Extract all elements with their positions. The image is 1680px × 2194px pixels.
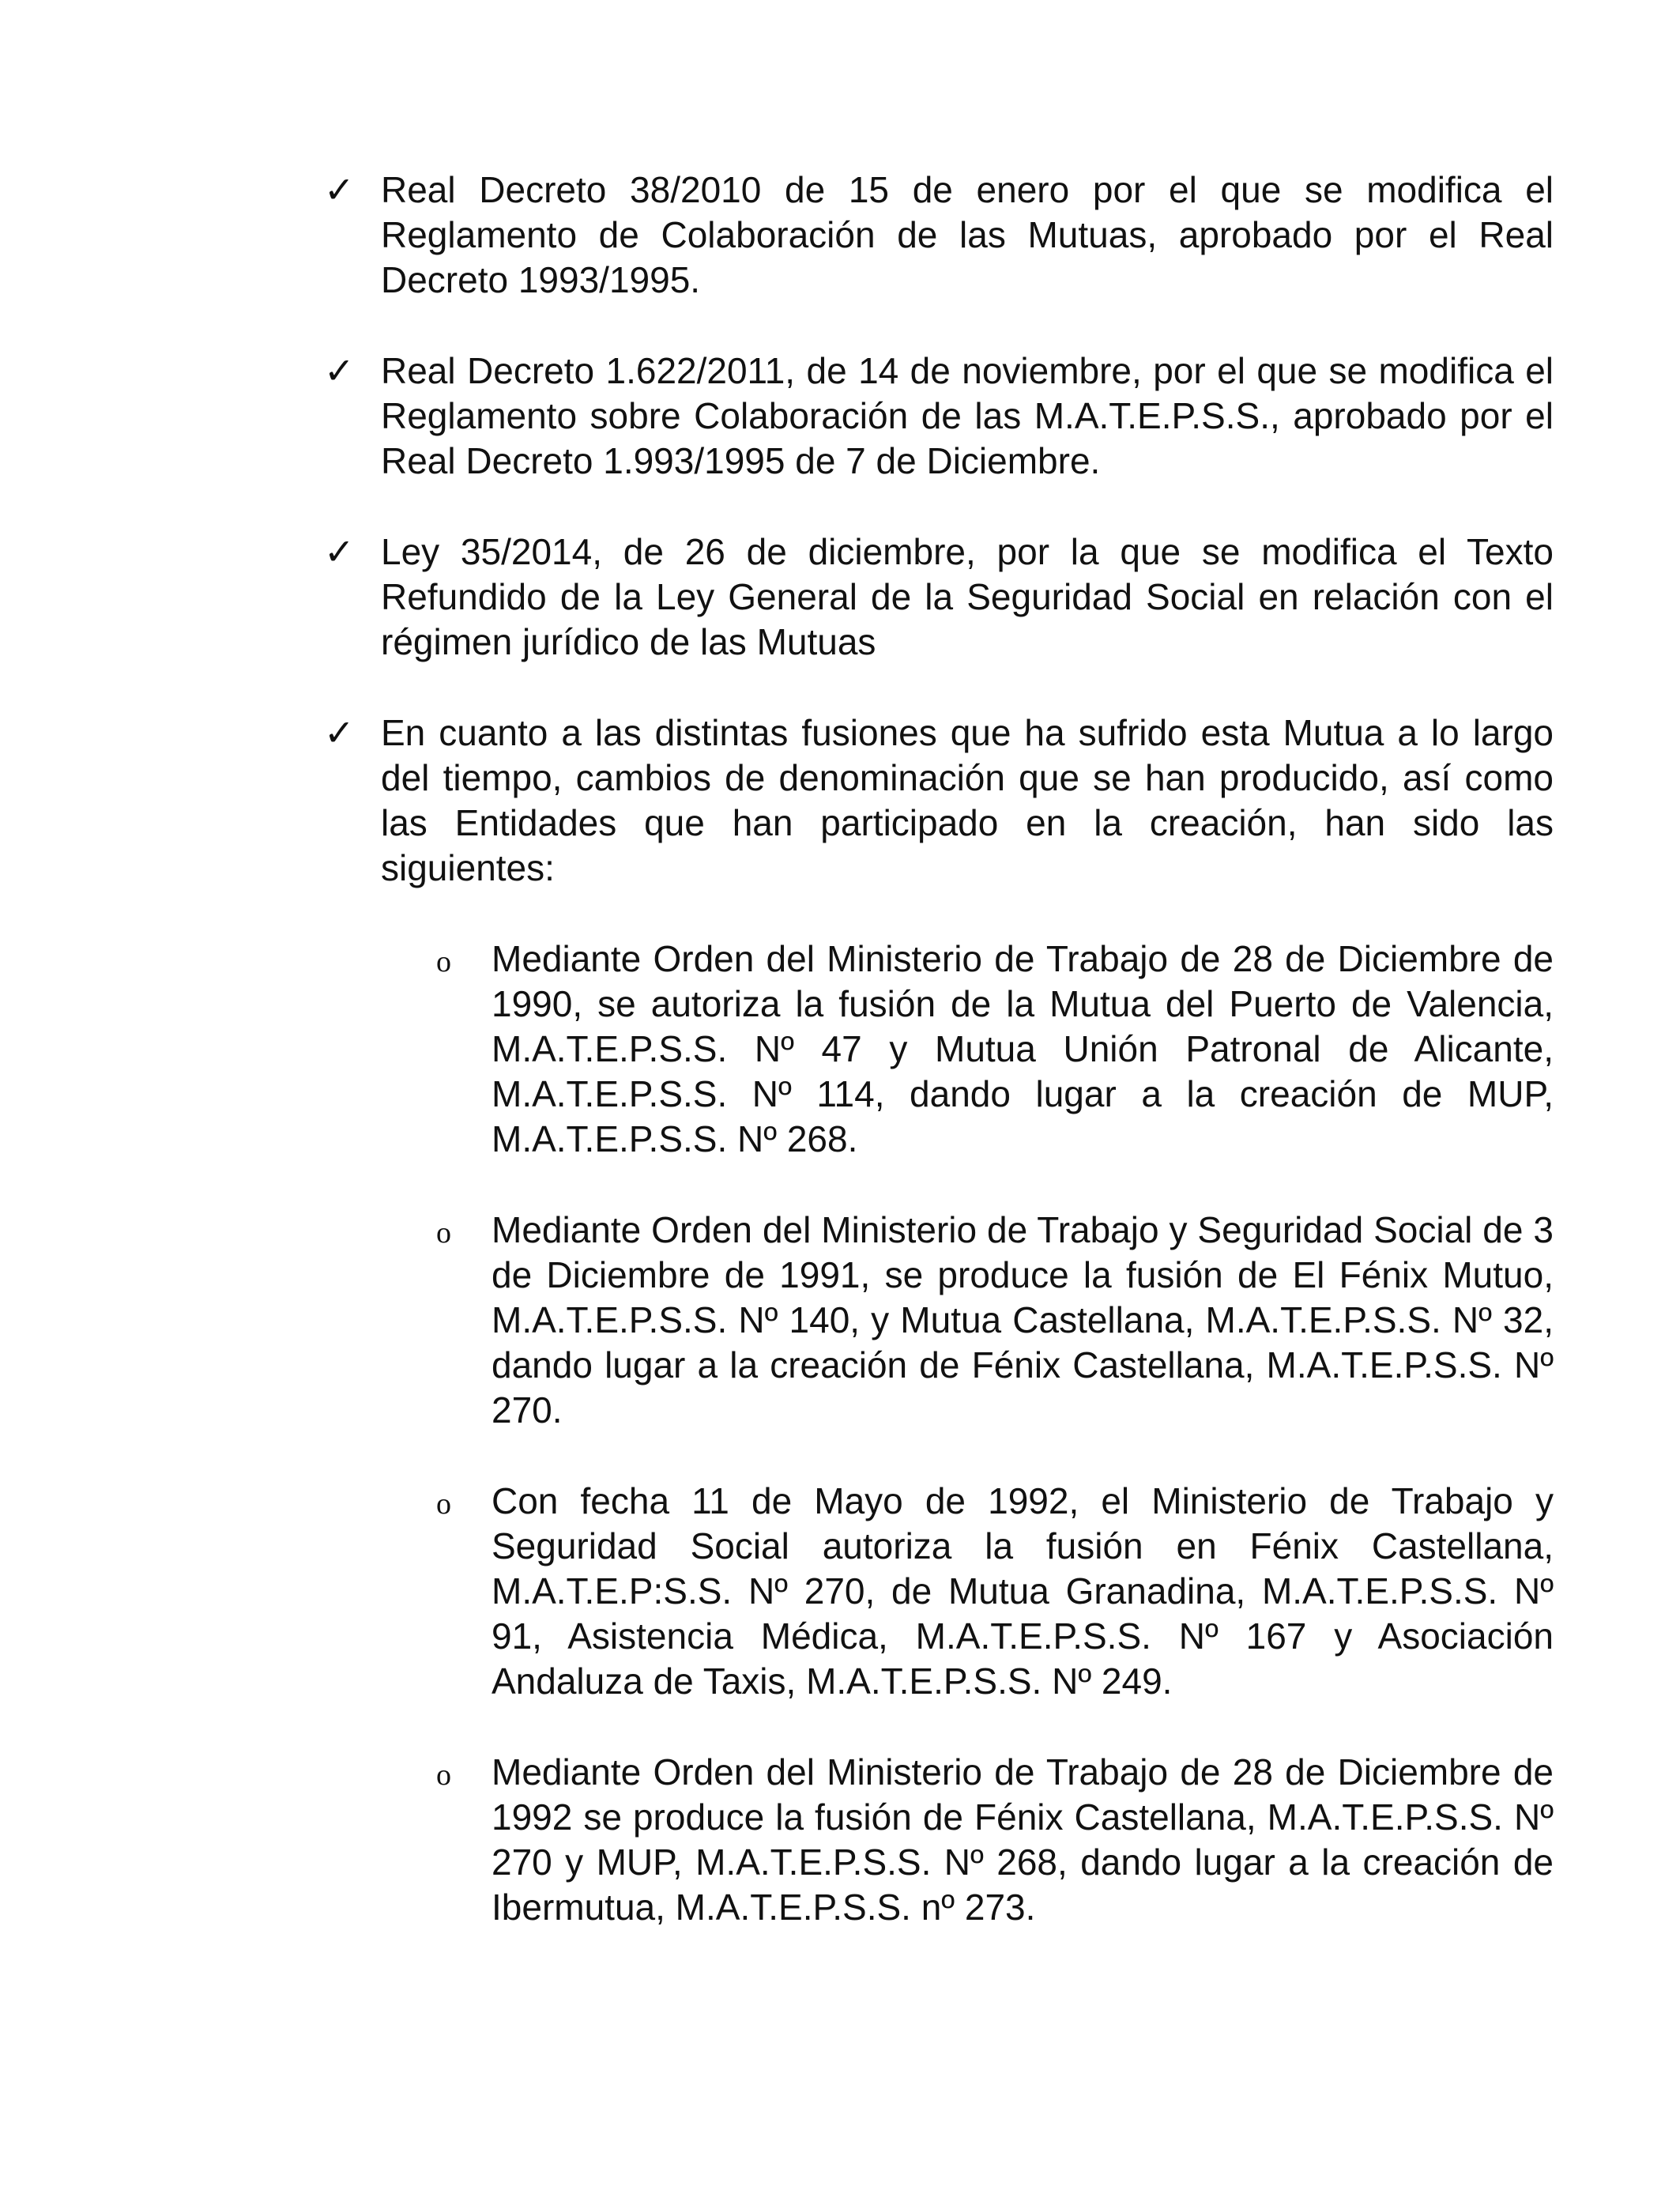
checkmark-icon: ✓: [324, 530, 355, 573]
sub-list-item-text: Mediante Orden del Ministerio de Trabajo de 28 de Diciembre de 1992 se produce la fusión de Fénix Castellana, M.A.T.E.P.S.S. Nº 270 y MUP, M.A.T.E.P.S.S. Nº 268, dando lugar a la creación de Ibermutua, M.A.T.E.P.S.S. nº 273.: [492, 1751, 1554, 1928]
circle-bullet-icon: o: [436, 1759, 451, 1792]
check-list-item-text: En cuanto a las distintas fusiones que ha sufrido esta Mutua a lo largo del tiempo, cambios de denominación que se han producido, así como las Entidades que han participado en la creación, han sido las siguientes:: [381, 712, 1554, 888]
circle-bullet-icon: o: [436, 1216, 451, 1250]
check-list-item: [324, 349, 1554, 484]
sub-list-item-text: Mediante Orden del Ministerio de Trabajo y Seguridad Social de 3 de Diciembre de 1991, se produce la fusión de El Fénix Mutuo, M.A.T.E.P.S.S. Nº 140, y Mutua Castellana, M.A.T.E.P.S.S. Nº 32, dando lugar a la creación de Fénix Castellana, M.A.T.E.P.S.S. Nº 270.: [492, 1209, 1554, 1431]
circle-bullet-icon: o: [436, 1487, 451, 1521]
checkmark-icon: ✓: [324, 349, 355, 392]
check-list-item-text: Real Decreto 1.622/2011, de 14 de noviembre, por el que se modifica el Reglamento sobre Colaboración de las M.A.T.E.P.S.S., aprobado por el Real Decreto 1.993/1995 de 7 de Diciembre.: [381, 350, 1554, 481]
sub-list-item: [381, 937, 1554, 1162]
sub-list-item: [381, 1750, 1554, 1930]
check-list-item: [324, 168, 1554, 303]
circle-bullet-icon: o: [436, 945, 451, 978]
document-content: [324, 168, 1554, 1976]
check-list-item: [324, 711, 1554, 891]
checkmark-icon: ✓: [324, 168, 355, 211]
check-list-item: [324, 530, 1554, 665]
sub-list-item-text: Mediante Orden del Ministerio de Trabajo de 28 de Diciembre de 1990, se autoriza la fusión de la Mutua del Puerto de Valencia, M.A.T.E.P.S.S. Nº 47 y Mutua Unión Patronal de Alicante, M.A.T.E.P.S.S. Nº 114, dando lugar a la creación de MUP, M.A.T.E.P.S.S. Nº 268.: [492, 938, 1554, 1159]
fusion-sub-list: [381, 937, 1554, 1930]
sub-list-item: [381, 1479, 1554, 1704]
check-list-item-text: Ley 35/2014, de 26 de diciembre, por la que se modifica el Texto Refundido de la Ley General de la Seguridad Social en relación con el régimen jurídico de las Mutuas: [381, 531, 1554, 662]
check-list-item-text: Real Decreto 38/2010 de 15 de enero por el que se modifica el Reglamento de Colaboración de las Mutuas, aprobado por el Real Decreto 1993/1995.: [381, 169, 1554, 300]
sub-list-item: [381, 1208, 1554, 1433]
checkmark-icon: ✓: [324, 711, 355, 754]
sub-list-item-text: Con fecha 11 de Mayo de 1992, el Ministerio de Trabajo y Seguridad Social autoriza la fusión en Fénix Castellana, M.A.T.E.P:S.S. Nº 270, de Mutua Granadina, M.A.T.E.P.S.S. Nº 91, Asistencia Médica, M.A.T.E.P.S.S. Nº 167 y Asociación Andaluza de Taxis, M.A.T.E.P.S.S. Nº 249.: [492, 1480, 1554, 1702]
